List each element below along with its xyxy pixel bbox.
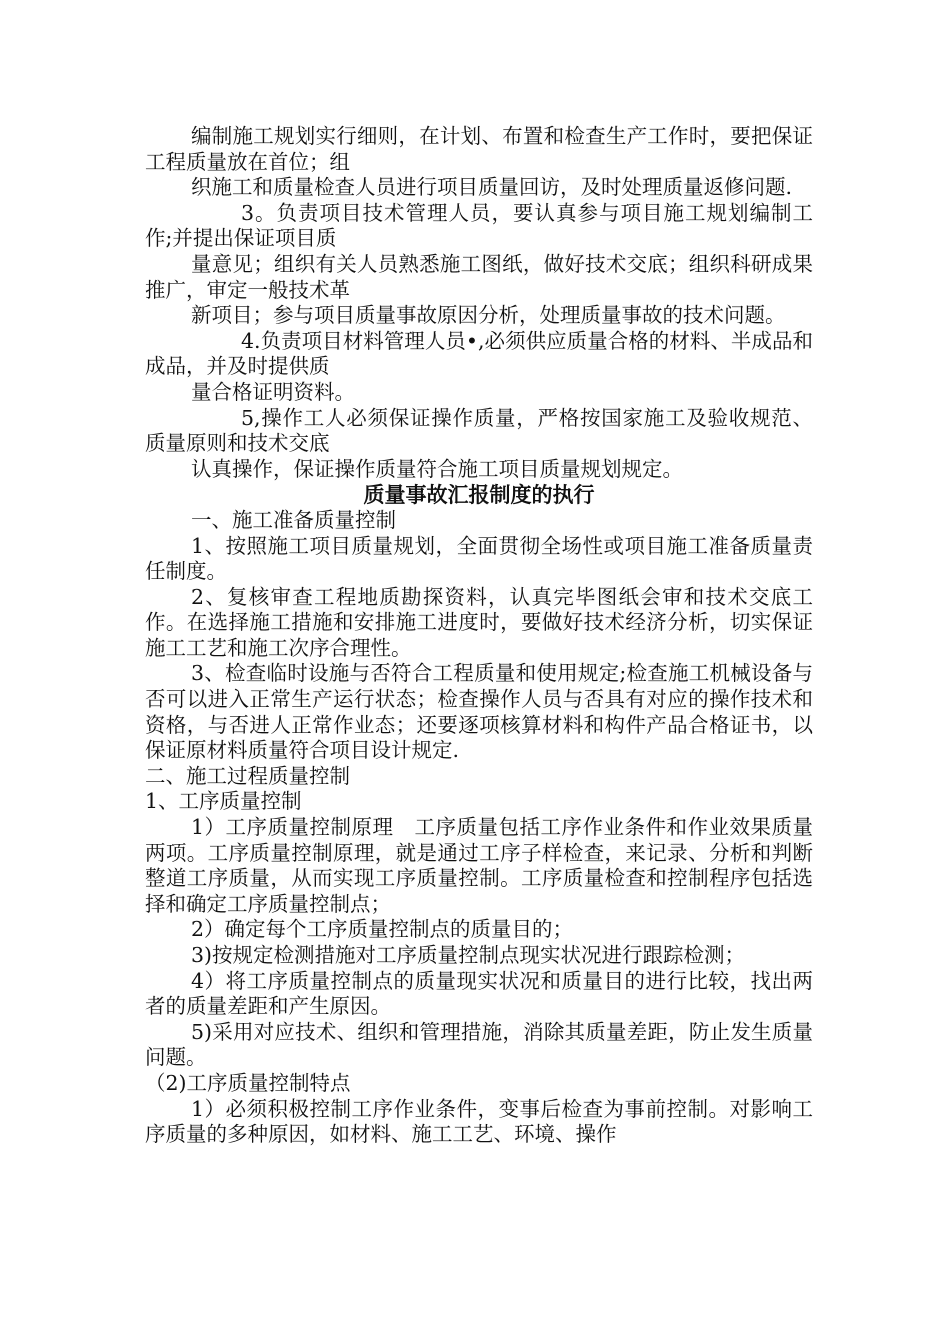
paragraph: 1、工序质量控制 xyxy=(145,789,302,814)
paragraph: 2）确定每个工序质量控制点的质量目的； xyxy=(191,917,574,942)
paragraph: 3)按规定检测措施对工序质量控制点现实状况进行跟踪检测； xyxy=(191,943,746,967)
paragraph: 1）工序质量控制原理 工序质量包括工序作业条件和作业效果质量两项。工序质量控制原理，就是通过工序子样检查，来记录、分析和判断整道工序质量，从而实现工序质量控制。工序质量检查和控制程序包括选择和确定工序质量控制点； xyxy=(145,815,813,916)
paragraph: 5,操作工人必须保证操作质量，严格按国家施工及验收规范、质量原则和技术交底 xyxy=(145,405,813,456)
paragraph: 3。负责项目技术管理人员，要认真参与项目施工规划编制工作;并提出保证项目质 xyxy=(145,200,813,251)
paragraph: 3、检查临时设施与否符合工程质量和使用规定;检查施工机械设备与否可以进入正常生产运行状态；检查操作人员与否具有对应的操作技术和资格，与否进人正常作业态；还要逐项核算材料和构件产品合格证书，以保证原材料质量符合项目设计规定. xyxy=(145,661,813,763)
paragraph: 4.负责项目材料管理人员•,必须供应质量合格的材料、半成品和成品，并及时提供质 xyxy=(145,328,813,379)
paragraph: 织施工和质量检查人员进行项目质量回访，及时处理质量返修问题. xyxy=(191,175,793,200)
paragraph: 5)采用对应技术、组织和管理措施，消除其质量差距，防止发生质量问题。 xyxy=(145,1019,813,1070)
paragraph: 4）将工序质量控制点的质量现实状况和质量目的进行比较，找出两者的质量差距和产生原因。 xyxy=(145,968,813,1019)
paragraph: 1）必须积极控制工序作业条件，变事后检查为事前控制。对影响工序质量的多种原因，如材料、施工工艺、环境、操作 xyxy=(145,1096,813,1147)
section-heading: 质量事故汇报制度的执行 xyxy=(363,482,595,508)
paragraph: 新项目；参与项目质量事故原因分析，处理质量事故的技术问题。 xyxy=(191,303,786,328)
paragraph: 编制施工规划实行细则，在计划、布置和检查生产工作时，要把保证工程质量放在首位；组 xyxy=(145,124,813,174)
paragraph: 量意见；组织有关人员熟悉施工图纸，做好技术交底；组织科研成果推广，审定一般技术革 xyxy=(145,251,813,302)
paragraph: 1、按照施工项目质量规划，全面贯彻全场性或项目施工准备质量责任制度。 xyxy=(145,533,813,584)
paragraph: 量合格证明资料。 xyxy=(191,379,355,404)
paragraph: 2、复核审查工程地质勘探资料，认真完毕图纸会审和技术交底工作。在选择施工措施和安排施工进度时，要做好技术经济分析，切实保证施工工艺和施工次序合理性。 xyxy=(145,584,813,660)
paragraph: （2)工序质量控制特点 xyxy=(145,1070,351,1095)
document-body xyxy=(145,124,813,1148)
paragraph: 一、施工准备质量控制 xyxy=(191,507,396,532)
paragraph: 二、施工过程质量控制 xyxy=(145,763,350,788)
paragraph: 认真操作，保证操作质量符合施工项目质量规划规定。 xyxy=(191,456,683,481)
